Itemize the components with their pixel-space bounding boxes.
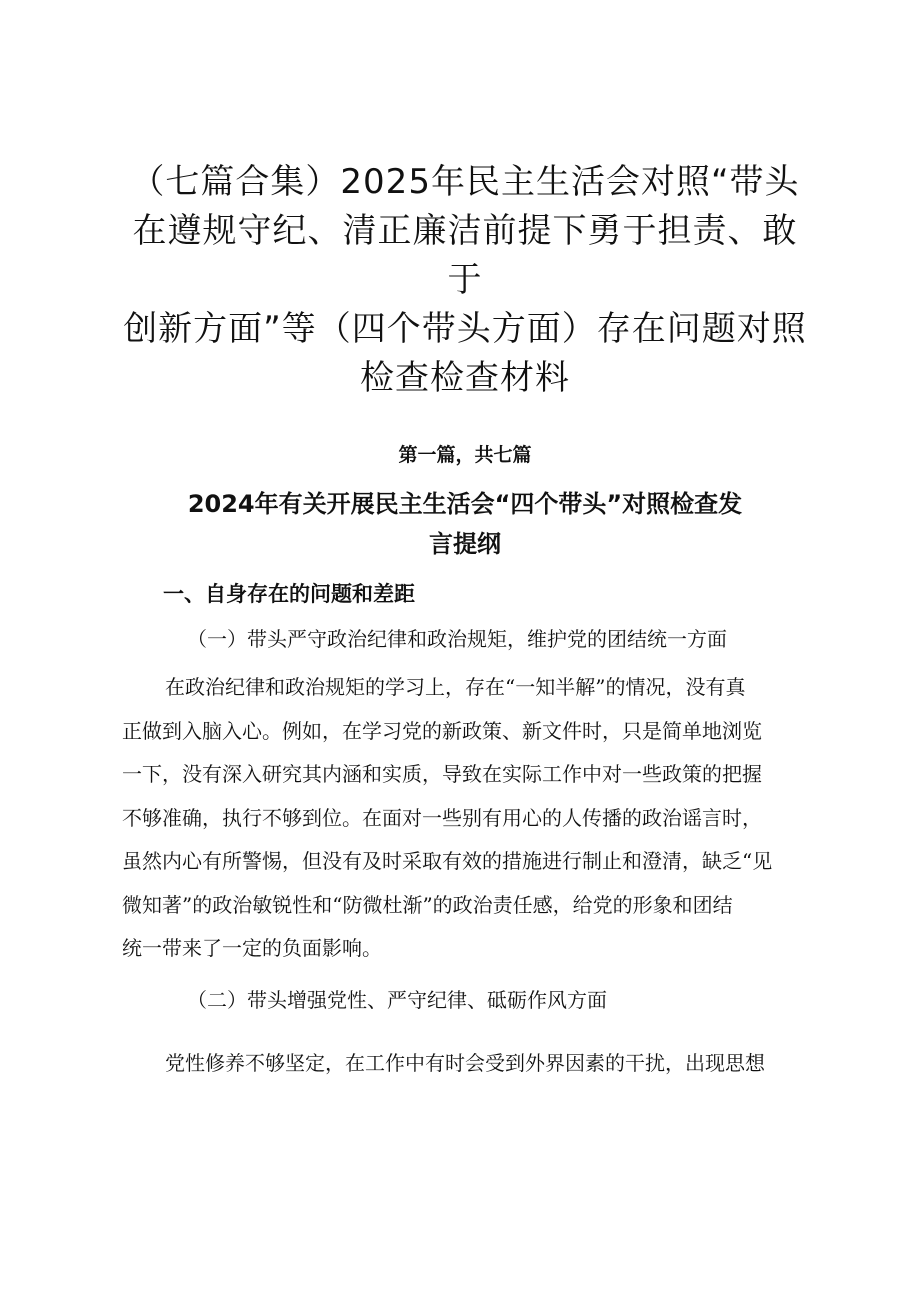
paragraph-line: 微知著”的政治敏锐性和“防微杜渐”的政治责任感，给党的形象和团结: [122, 892, 733, 917]
part-label: 第一篇，共七篇: [398, 444, 532, 466]
document-title-line: 2024年有关开展民主生活会“四个带头”对照检查发: [187, 490, 743, 518]
subheading-1: （一）带头严守政治纪律和政治规矩，维护党的团结统一方面: [187, 627, 727, 651]
main-title-line: 检查检查材料: [360, 358, 570, 398]
paragraph-line: 正做到入脑入心。例如，在学习党的新政策、新文件时，只是简单地浏览: [122, 718, 762, 743]
paragraph-line: 统一带来了一定的负面影响。: [122, 936, 382, 960]
main-title-line: 在遵规守纪、清正廉洁前提下勇于担责、敢于: [132, 211, 798, 300]
document-title: [150, 484, 780, 564]
subheading-2: （二）带头增强党性、严守纪律、砥砺作风方面: [187, 988, 607, 1012]
main-title-line: 创新方面”等（四个带头方面）存在问题对照: [123, 309, 807, 349]
main-title-line: （七篇合集）2025年民主生活会对照“带头: [130, 162, 800, 202]
main-title: [120, 158, 810, 403]
document-title-line: 言提纲: [429, 530, 501, 558]
section-heading: 一、自身存在的问题和差距: [163, 582, 415, 606]
body-paragraph-2: [122, 1042, 812, 1086]
paragraph-line: 不够准确，执行不够到位。在面对一些别有用心的人传播的政治谣言时，: [122, 805, 762, 830]
body-paragraph-1: [122, 666, 812, 971]
paragraph-line: 一下，没有深入研究其内涵和实质，导致在实际工作中对一些政策的把握: [122, 762, 762, 786]
paragraph-line: 党性修养不够坚定，在工作中有时会受到外界因素的干扰，出现思想: [165, 1051, 765, 1075]
paragraph-line: 虽然内心有所警惕，但没有及时采取有效的措施进行制止和澄清，缺乏“见: [122, 849, 773, 873]
paragraph-line: 在政治纪律和政治规矩的学习上，存在“一知半解”的情况，没有真: [165, 675, 746, 699]
